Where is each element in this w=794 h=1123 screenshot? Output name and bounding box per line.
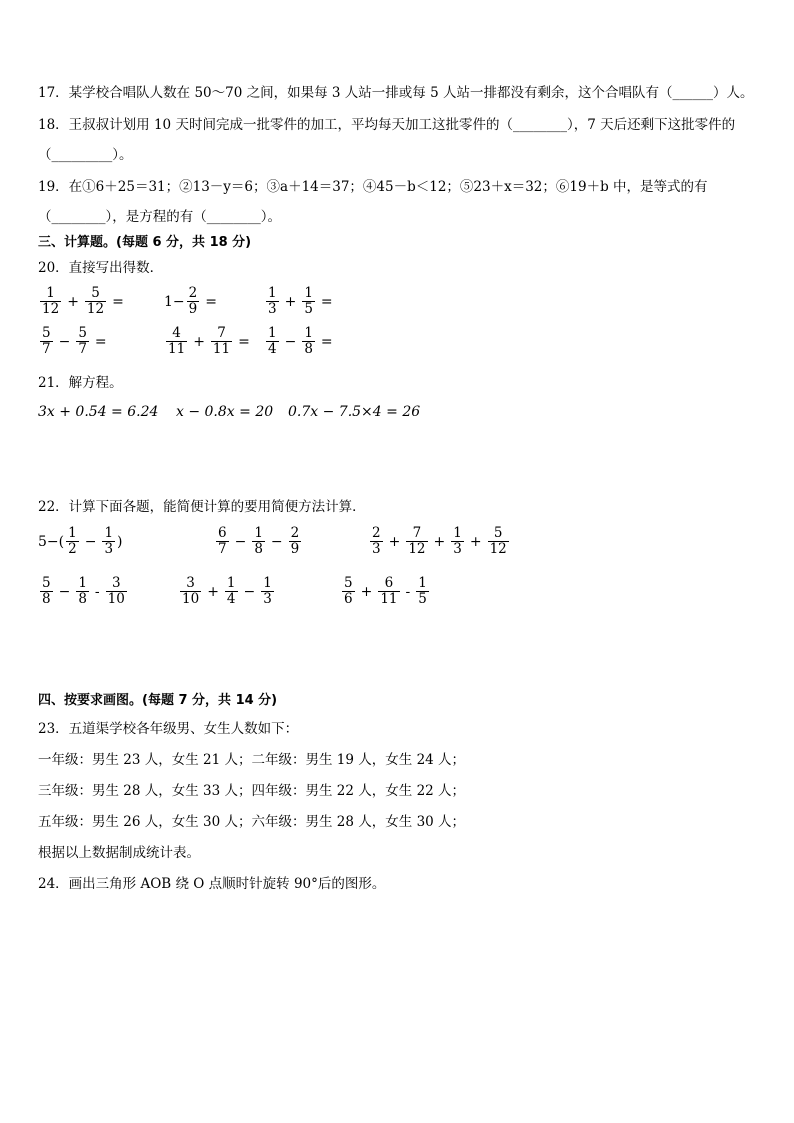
answer-blank[interactable]: ________ bbox=[51, 209, 106, 225]
equation-2: x − 0.8x = 20 bbox=[176, 404, 274, 420]
fraction: $\frac{6}{7}$ bbox=[218, 525, 227, 557]
q20-expr-4: $\frac{5}{7}$ − $\frac{5}{7}$ = bbox=[42, 325, 107, 357]
fraction: $\frac{1}{2}$ bbox=[68, 525, 77, 557]
q20-expr-1: $\frac{1}{12}$ + $\frac{5}{12}$ = bbox=[42, 285, 124, 317]
fraction: $\frac{1}{12}$ bbox=[42, 285, 60, 317]
question-18: 18．王叔叔计划用 10 天时间完成一批零件的加工，平均每天加工这批零件的（________），7 天后还剩下这批零件的 bbox=[38, 117, 736, 133]
fraction: $\frac{1}{8}$ bbox=[304, 325, 313, 357]
fraction: $\frac{1}{5}$ bbox=[418, 575, 427, 607]
fraction: $\frac{1}{4}$ bbox=[226, 575, 236, 607]
q20-expr-5: $\frac{4}{11}$ + $\frac{7}{11}$ = bbox=[168, 325, 250, 357]
fraction: $\frac{2}{9}$ bbox=[290, 525, 300, 557]
fraction: $\frac{1}{5}$ bbox=[304, 285, 313, 317]
answer-blank[interactable]: ________ bbox=[512, 117, 567, 133]
answer-blank[interactable]: ______ bbox=[672, 85, 713, 101]
fraction: $\frac{1}{4}$ bbox=[268, 325, 277, 357]
equation-1: 3x + 0.54 = 6.24 bbox=[38, 404, 159, 420]
fraction: $\frac{1}{3}$ bbox=[453, 525, 462, 557]
fraction: $\frac{7}{12}$ bbox=[408, 525, 426, 557]
q20-expr-2: 1− $\frac{2}{9}$ = bbox=[164, 285, 217, 317]
answer-blank[interactable]: ________ bbox=[206, 209, 261, 225]
fraction: $\frac{5}{12}$ bbox=[86, 285, 105, 317]
question-21-title: 21．解方程。 bbox=[38, 375, 123, 391]
q22-expr-6: $\frac{5}{6}$ + $\frac{6}{11}$ - $\frac{1}{5}$ bbox=[344, 575, 427, 607]
fraction: $\frac{2}{3}$ bbox=[372, 525, 381, 557]
fraction: $\frac{7}{11}$ bbox=[212, 325, 231, 357]
fraction: $\frac{1}{8}$ bbox=[78, 575, 87, 607]
answer-blank[interactable]: _________ bbox=[51, 147, 113, 163]
question-23-title: 23．五道渠学校各年级男、女生人数如下： bbox=[38, 721, 299, 737]
fraction: $\frac{1}{3}$ bbox=[268, 285, 277, 317]
fraction: $\frac{3}{10}$ bbox=[182, 575, 200, 607]
question-19-line2: （________），是方程的有（________）。 bbox=[38, 209, 281, 225]
fraction: $\frac{1}{3}$ bbox=[263, 575, 272, 607]
fraction: $\frac{3}{10}$ bbox=[107, 575, 125, 607]
question-18-line2: （_________）。 bbox=[38, 147, 133, 163]
q22-expr-1: 5−( $\frac{1}{2}$ − $\frac{1}{3}$ ) bbox=[38, 525, 123, 557]
section-3-heading: 三、计算题。(每题 6 分，共 18 分) bbox=[38, 235, 252, 250]
q22-expr-5: $\frac{3}{10}$ + $\frac{1}{4}$ − $\frac{1}{3}$ bbox=[182, 575, 272, 607]
question-20-title: 20．直接写出得数． bbox=[38, 260, 164, 276]
section-4-heading: 四、按要求画图。(每题 7 分，共 14 分) bbox=[38, 693, 278, 708]
q22-expr-3: $\frac{2}{3}$ + $\frac{7}{12}$ + $\frac{1}{3}$ + $\frac{5}{12}$ bbox=[372, 525, 507, 557]
question-17: 17．某学校合唱队人数在 50～70 之间，如果每 3 人站一排或每 5 人站一排都没有剩余，这个合唱队有（______）人。 bbox=[38, 85, 754, 101]
fraction: $\frac{4}{11}$ bbox=[168, 325, 186, 357]
fraction: $\frac{6}{11}$ bbox=[380, 575, 398, 607]
q22-expr-4: $\frac{5}{8}$ − $\frac{1}{8}$ - $\frac{3}{10}$ bbox=[42, 575, 125, 607]
fraction: $\frac{1}{8}$ bbox=[254, 525, 263, 557]
q22-expr-2: $\frac{6}{7}$ − $\frac{1}{8}$ − $\frac{2}{9}$ bbox=[218, 525, 300, 557]
fraction: $\frac{5}{7}$ bbox=[78, 325, 87, 357]
q20-expr-6: $\frac{1}{4}$ − $\frac{1}{8}$ = bbox=[268, 325, 333, 357]
question-23-line3: 五年级：男生 26 人，女生 30 人；六年级：男生 28 人，女生 30 人； bbox=[38, 814, 466, 830]
fraction: $\frac{1}{3}$ bbox=[104, 525, 114, 557]
question-23-line2: 三年级：男生 28 人，女生 33 人；四年级：男生 22 人，女生 22 人； bbox=[38, 783, 466, 799]
fraction: $\frac{5}{8}$ bbox=[42, 575, 51, 607]
question-22-title: 22．计算下面各题，能简便计算的要用简便方法计算． bbox=[38, 499, 366, 515]
fraction: $\frac{2}{9}$ bbox=[188, 285, 198, 317]
question-19: 19．在①6＋25＝31；②13－y＝6；③a＋14＝37；④45－b＜12；⑤23＋x＝32；⑥19＋b 中，是等式的有 bbox=[38, 179, 708, 195]
question-23-line4: 根据以上数据制成统计表。 bbox=[38, 845, 200, 861]
fraction: $\frac{5}{7}$ bbox=[42, 325, 51, 357]
fraction: $\frac{5}{6}$ bbox=[344, 575, 353, 607]
equation-3: 0.7x − 7.5×4 = 26 bbox=[288, 404, 421, 420]
question-24: 24．画出三角形 AOB 绕 O 点顺时针旋转 90°后的图形。 bbox=[38, 876, 386, 892]
fraction: $\frac{5}{12}$ bbox=[489, 525, 507, 557]
q20-expr-3: $\frac{1}{3}$ + $\frac{1}{5}$ = bbox=[268, 285, 333, 317]
question-23-line1: 一年级：男生 23 人，女生 21 人；二年级：男生 19 人，女生 24 人； bbox=[38, 752, 466, 768]
